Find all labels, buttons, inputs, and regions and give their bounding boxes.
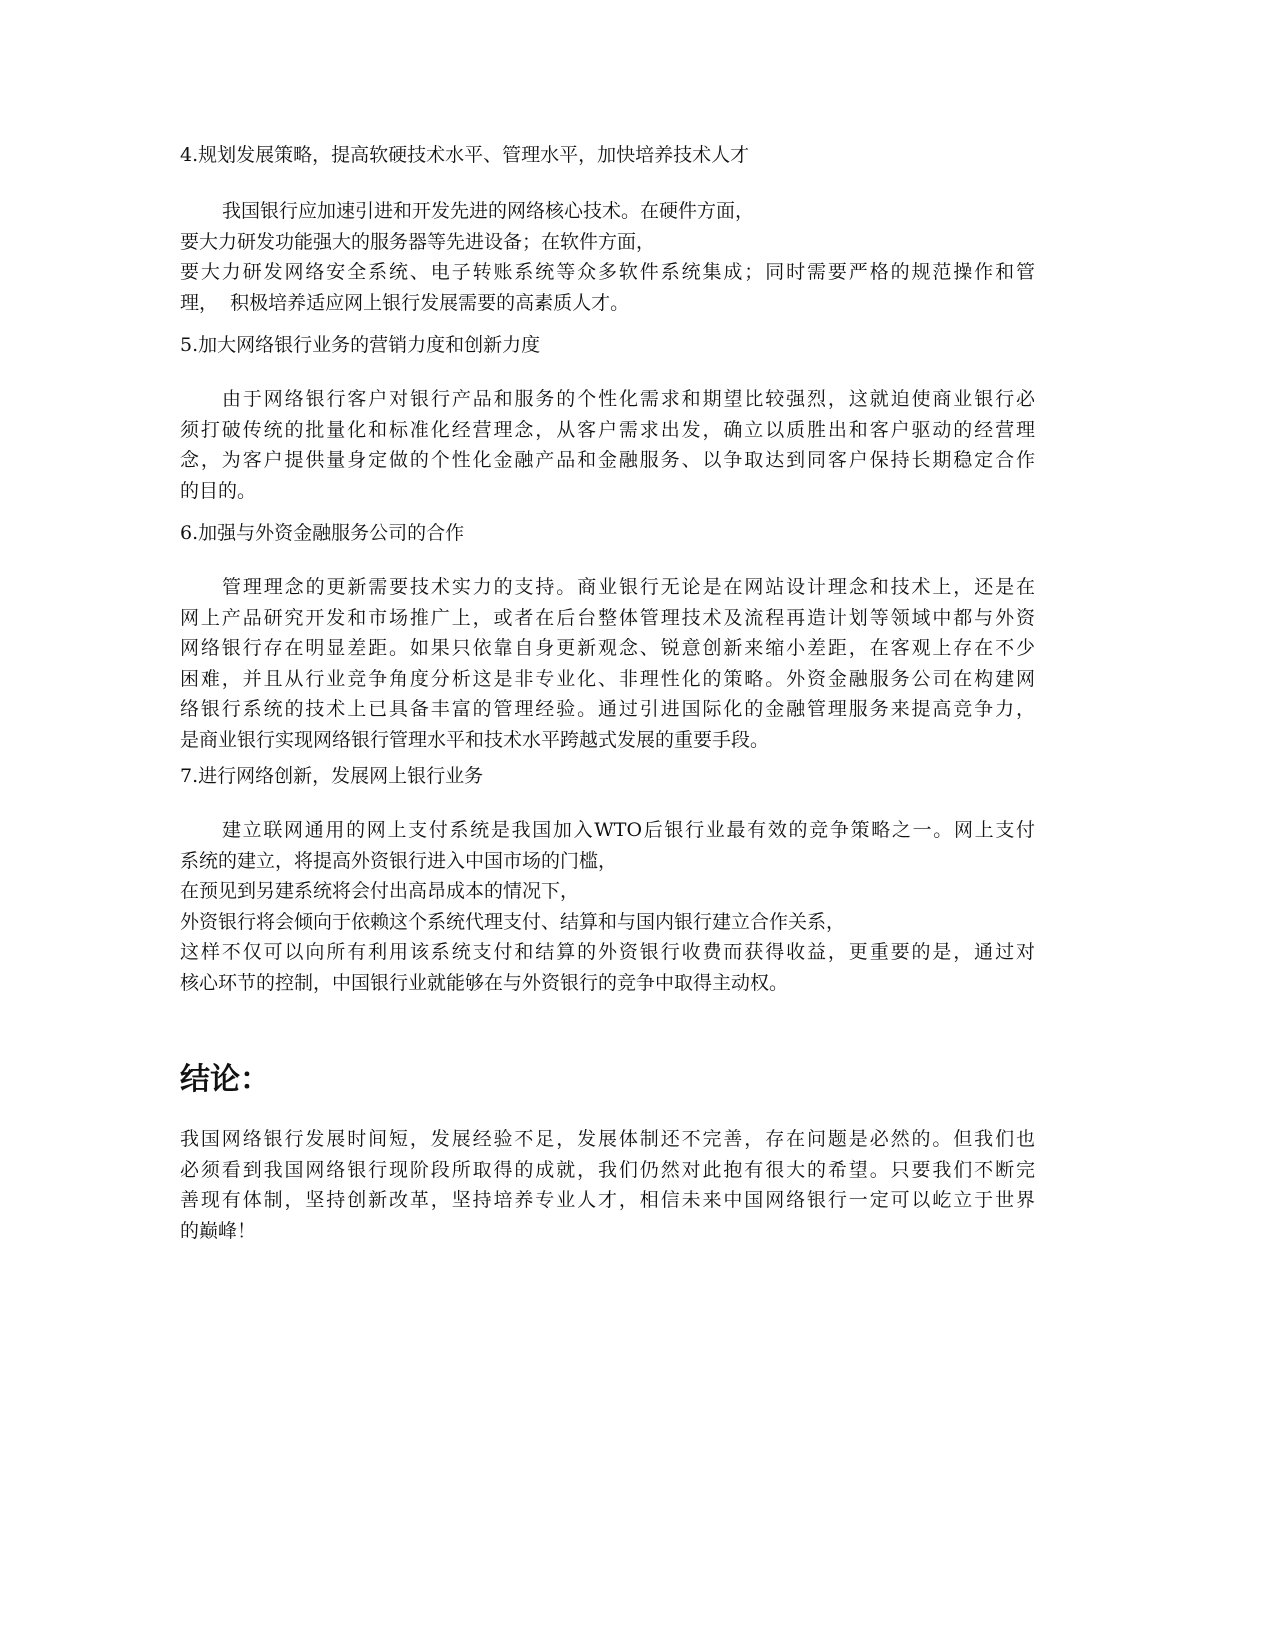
section-5-body — [180, 384, 1035, 506]
paragraph-line: 的目的。 — [180, 479, 257, 502]
section-7-body — [180, 815, 1035, 999]
paragraph-line: 管理理念的更新需要技术实力的支持。商业银行无论是在网站设计理念和技术上，还是在 — [222, 576, 1035, 598]
section-7 — [180, 761, 1035, 792]
paragraph-line: 善现有体制，坚持创新改革，坚持培养专业人才，相信未来中国网络银行一定可以屹立于世界 — [180, 1189, 1035, 1212]
paragraph-line: 外资银行将会倾向于依赖这个系统代理支付、结算和与国内银行建立合作关系， — [180, 910, 846, 933]
paragraph-line: 困难，并且从行业竞争角度分析这是非专业化、非理性化的策略。外资金融服务公司在构建网 — [180, 667, 1035, 690]
paragraph-line: 念，为客户提供量身定做的个性化金融产品和金融服务、以争取达到同客户保持长期稳定合作 — [180, 449, 1035, 472]
section-4 — [180, 140, 1035, 171]
paragraph-line: 这样不仅可以向所有利用该系统支付和结算的外资银行收费而获得收益，更重要的是，通过对 — [180, 941, 1035, 964]
paragraph-line: 网上产品研究开发和市场推广上，或者在后台整体管理技术及流程再造计划等领域中都与外资 — [180, 606, 1035, 629]
conclusion-body — [180, 1124, 1035, 1246]
paragraph-line: 建立联网通用的网上支付系统是我国加入WTO后银行业最有效的竞争策略之一。网上支付 — [222, 819, 1035, 841]
paragraph-line: 必须看到我国网络银行现阶段所取得的成就，我们仍然对此抱有很大的希望。只要我们不断完 — [180, 1158, 1035, 1181]
paragraph-line: 要大力研发网络安全系统、电子转账系统等众多软件系统集成；同时需要严格的规范操作和管 — [180, 261, 1035, 284]
document-page — [180, 0, 1035, 1650]
section-heading: 4.规划发展策略，提高软硬技术水平、管理水平，加快培养技术人才 — [180, 144, 750, 166]
paragraph-line: 系统的建立，将提高外资银行进入中国市场的门槛， — [180, 849, 618, 872]
conclusion-title: 结论： — [180, 1062, 270, 1097]
paragraph-line: 是商业银行实现网络银行管理水平和技术水平跨越式发展的重要手段。 — [180, 728, 770, 751]
paragraph-line: 网络银行存在明显差距。如果只依靠自身更新观念、锐意创新来缩小差距，在客观上存在不少 — [180, 637, 1035, 660]
paragraph-line: 要大力研发功能强大的服务器等先进设备；在软件方面， — [180, 230, 656, 253]
section-heading: 7.进行网络创新，发展网上银行业务 — [180, 765, 484, 787]
section-heading: 5.加大网络银行业务的营销力度和创新力度 — [180, 334, 541, 356]
conclusion-title-block — [180, 1060, 1035, 1100]
paragraph-line: 络银行系统的技术上已具备丰富的管理经验。通过引进国际化的金融管理服务来提高竞争力， — [180, 698, 1035, 721]
paragraph-line: 理， 积极培养适应网上银行发展需要的高素质人才。 — [180, 291, 630, 314]
section-5 — [180, 330, 1035, 361]
paragraph-line: 我国银行应加速引进和开发先进的网络核心技术。在硬件方面， — [222, 200, 755, 222]
section-6-body — [180, 572, 1035, 756]
section-4-body — [180, 196, 1035, 318]
paragraph-line: 我国网络银行发展时间短，发展经验不足，发展体制还不完善，存在问题是必然的。但我们也 — [180, 1128, 1035, 1150]
section-6 — [180, 518, 1035, 549]
paragraph-line: 由于网络银行客户对银行产品和服务的个性化需求和期望比较强烈，这就迫使商业银行必 — [222, 388, 1035, 410]
paragraph-line: 须打破传统的批量化和标准化经营理念，从客户需求出发，确立以质胜出和客户驱动的经营理 — [180, 418, 1035, 441]
paragraph-line: 的巅峰！ — [180, 1219, 257, 1242]
paragraph-line: 在预见到另建系统将会付出高昂成本的情况下， — [180, 880, 580, 903]
paragraph-line: 核心环节的控制，中国银行业就能够在与外资银行的竞争中取得主动权。 — [180, 971, 789, 994]
section-heading: 6.加强与外资金融服务公司的合作 — [180, 522, 465, 544]
